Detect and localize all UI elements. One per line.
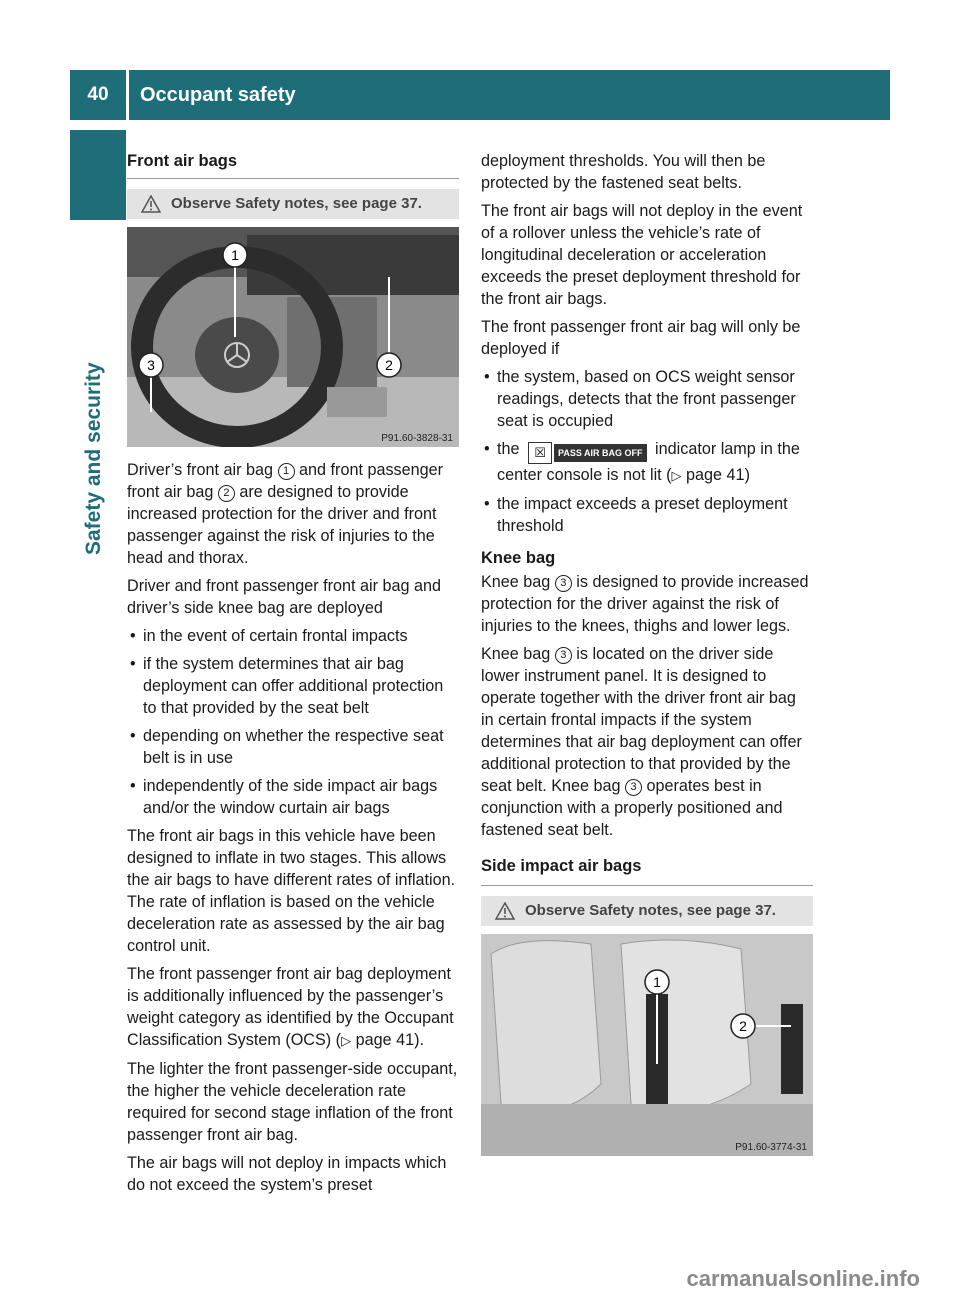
- seat-occupant-icon: ☒: [528, 442, 552, 464]
- callout-3: [139, 353, 163, 377]
- deploy-intro: Driver and front passenger front air bag and driver’s side knee bag are deployed: [127, 577, 442, 617]
- ref-circle-2: 2: [218, 485, 235, 502]
- warning-text: Observe Safety notes, see page 37.: [525, 902, 776, 919]
- section-heading-side-air-bags: Side impact air bags: [481, 855, 813, 886]
- side-airbag-image: [481, 934, 813, 1156]
- callout-1-label: 1: [653, 974, 661, 990]
- lighter-paragraph: The lighter the front passenger-side occupant, the higher the vehicle deceleration rate required for second stage inflation of the front passenger front air bag.: [127, 1060, 458, 1144]
- deploy-bullets: [127, 625, 459, 819]
- callout-2: [377, 353, 401, 377]
- callout-1: [223, 243, 247, 267]
- stages-paragraph: The front air bags in this vehicle have been designed to inflate in two stages. This allows the air bags to have different rates of inflation. The rate of inflation is based on the vehicle deceleration rate as assessed by the air bag control unit.: [127, 827, 456, 955]
- section-heading-knee-bag: Knee bag: [481, 549, 556, 567]
- not-deploy-paragraph: The air bags will not deploy in impacts which do not exceed the system’s preset: [127, 1154, 447, 1194]
- side-tab: [70, 225, 126, 555]
- warning-triangle-icon: [141, 195, 161, 213]
- list-item: • in the event of certain frontal impacts: [127, 625, 459, 647]
- pass-air-bag-off-lamp: [524, 442, 651, 464]
- list-item: • the system, based on OCS weight sensor readings, detects that the front passenger seat is occupied: [481, 366, 813, 432]
- ref-circle-3: 3: [625, 779, 642, 796]
- warning-triangle-icon: [495, 902, 515, 920]
- ref-circle-3: 3: [555, 575, 572, 592]
- left-column: [127, 150, 459, 1202]
- steering-wheel-photo: [127, 227, 459, 447]
- page-ref-link[interactable]: page 41: [686, 466, 745, 484]
- list-item: • depending on whether the respective seat belt is in use: [127, 725, 459, 769]
- page-ref-arrow-icon: ▷: [671, 468, 682, 483]
- passenger-bullets: [481, 366, 813, 537]
- safety-warning: [481, 896, 813, 926]
- knee-bag-paragraph-2: Knee bag 3 is located on the driver side lower instrument panel. It is designed to operate together with the driver front air bag in certain frontal impacts if the system determines that air bag deployment can offer additional protection to that provided by the seat belt. Knee bag 3 operates best in conjunction with a properly positioned and fastened seat belt.: [481, 645, 802, 839]
- callout-2-label: 2: [739, 1018, 747, 1034]
- ocs-paragraph: The front passenger front air bag deployment is additionally influenced by the passenger’s weight category as identified by the Occupant Classification System (OCS) (▷ page 41).: [127, 965, 454, 1049]
- front-airbag-image: [127, 227, 459, 447]
- right-column: [481, 150, 813, 1168]
- side-tab-block: [70, 130, 126, 220]
- warning-text: Observe Safety notes, see page 37.: [171, 195, 422, 212]
- side-tab-label: Safety and security: [82, 362, 105, 555]
- continued-paragraph: deployment thresholds. You will then be protected by the fastened seat belts.: [481, 152, 766, 192]
- section-heading-front-air-bags: Front air bags: [127, 150, 459, 179]
- page-ref-arrow-icon: ▷: [341, 1033, 352, 1048]
- list-item: • independently of the side impact air bags and/or the window curtain air bags: [127, 775, 459, 819]
- watermark: carmanualsonline.info: [686, 1266, 920, 1291]
- pass-air-bag-off-label: PASS AIR BAG OFF: [554, 444, 647, 462]
- chapter-title: Occupant safety: [140, 83, 296, 106]
- page-number: 40: [70, 70, 129, 120]
- image-code: P91.60-3774-31: [735, 1142, 807, 1153]
- list-item: • the impact exceeds a preset deployment threshold: [481, 493, 813, 537]
- callout-2: [731, 1014, 755, 1038]
- list-item: • if the system determines that air bag deployment can offer additional protection to that provided by the seat belt: [127, 653, 459, 719]
- intro-paragraph: Driver’s front air bag 1 and front passenger front air bag 2 are designed to provide increased protection for the driver and front passenger against the risk of injuries to the head and thorax.: [127, 461, 444, 567]
- callout-1-label: 1: [231, 247, 239, 263]
- image-code: P91.60-3828-31: [381, 433, 453, 444]
- safety-warning: [127, 189, 459, 219]
- page-ref-link[interactable]: page 41: [355, 1031, 415, 1049]
- knee-bag-paragraph-1: Knee bag 3 is designed to provide increased protection for the driver against the risk of injuries to the knees, thighs and lower legs.: [481, 573, 809, 635]
- rollover-paragraph: The front air bags will not deploy in the event of a rollover unless the vehicle’s rate of longitudinal deceleration or acceleration exceeds the preset deployment threshold for the front air bags.: [481, 202, 803, 308]
- ref-circle-3: 3: [555, 647, 572, 664]
- ref-circle-1: 1: [278, 463, 295, 480]
- callout-2-label: 2: [385, 357, 393, 373]
- callout-1: [645, 970, 669, 994]
- list-item-lamp: • the ☒ PASS AIR BAG OFF indicator lamp in the center console is not lit (▷ page 41): [481, 438, 813, 487]
- passenger-intro: The front passenger front air bag will only be deployed if: [481, 318, 801, 358]
- seat-photo: [481, 934, 813, 1156]
- callout-3-label: 3: [147, 357, 155, 373]
